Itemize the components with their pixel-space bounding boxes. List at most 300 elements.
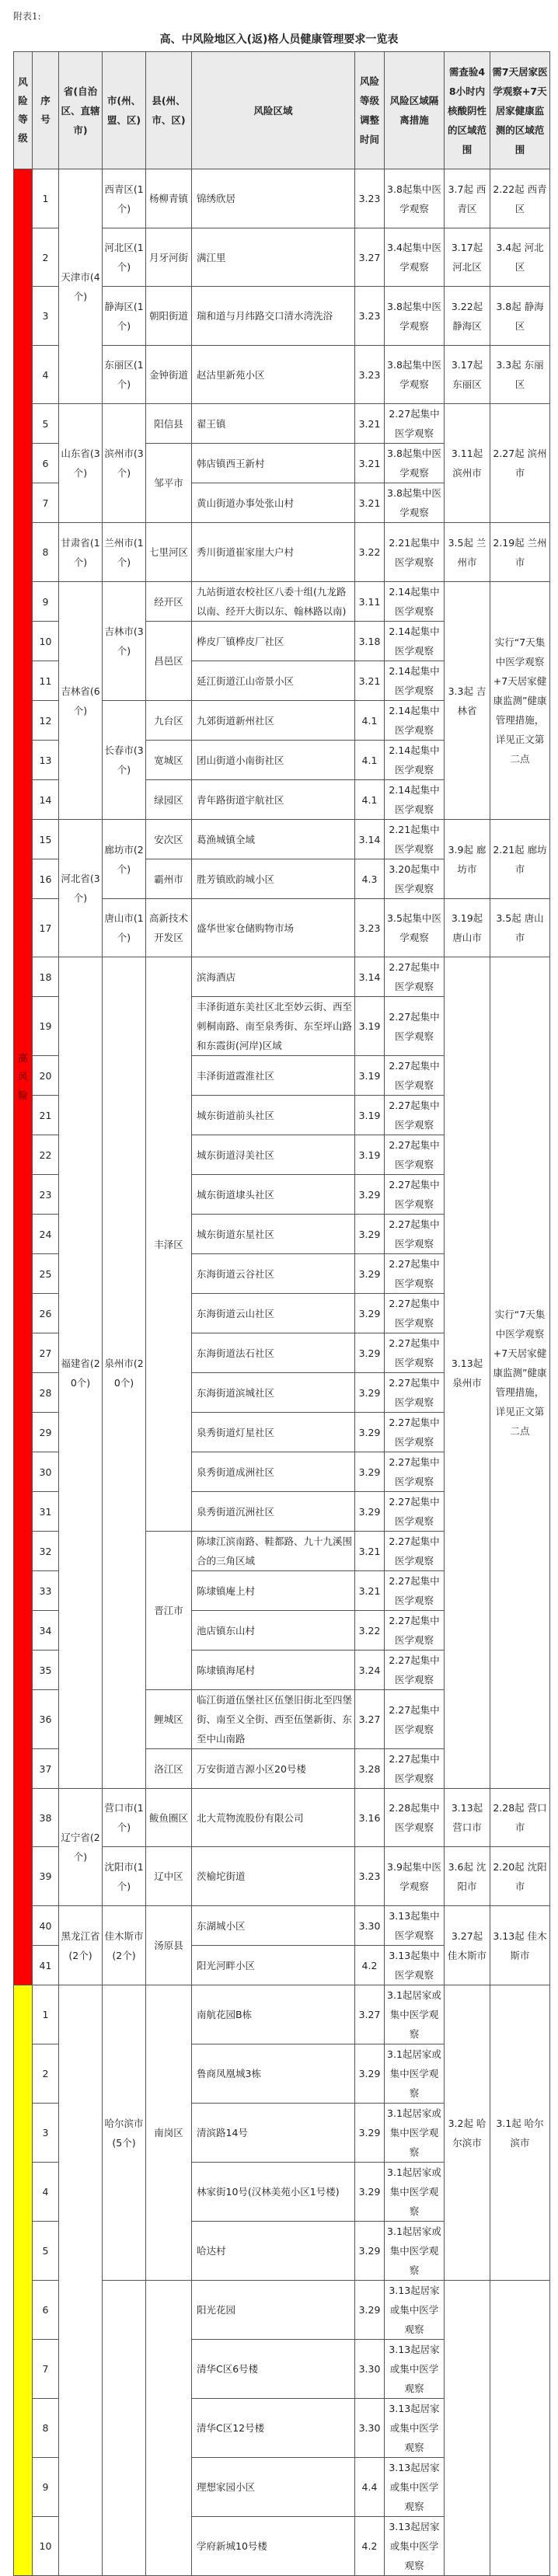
seq-cell: 36 xyxy=(33,1690,59,1749)
area-cell: 清华C区6号楼 xyxy=(192,2340,355,2399)
seq-cell: 41 xyxy=(33,1946,59,1985)
seq-cell: 6 xyxy=(33,444,59,483)
area-cell: 赵沽里新苑小区 xyxy=(192,346,355,404)
adjust-time-cell: 3.24 xyxy=(355,1651,385,1690)
seq-cell: 18 xyxy=(33,957,59,997)
adjust-time-cell: 3.27 xyxy=(355,1985,385,2044)
nucleic-range-cell: 3.13起 泉州市 xyxy=(445,957,490,1789)
home-obs-range-cell: 3.4起 河北区 xyxy=(490,228,550,287)
measure-cell: 2.14起集中医学观察 xyxy=(385,582,445,622)
table-row xyxy=(14,1789,550,1847)
measure-cell: 3.13起居家或集中医学观察 xyxy=(385,2281,445,2340)
measure-cell: 3.8起集中医学观察 xyxy=(385,287,445,346)
area-cell: 学府新城10号楼 xyxy=(192,2517,355,2576)
city-cell: 泉州市(20个) xyxy=(103,957,146,1789)
seq-cell: 10 xyxy=(33,622,59,661)
county-cell: 鲤城区 xyxy=(146,1690,192,1749)
adjust-time-cell: 3.29 xyxy=(355,2222,385,2281)
measure-cell: 2.27起集中医学观察 xyxy=(385,1254,445,1294)
home-obs-range-cell: 2.22起 西青区 xyxy=(490,169,550,228)
seq-cell: 9 xyxy=(33,2458,59,2517)
adjust-time-cell: 3.23 xyxy=(355,346,385,404)
area-cell: 临江街道伍堡社区伍堡旧街北至四堡街、南至义全街、西至伍堡新街、东至中山南路 xyxy=(192,1690,355,1749)
area-cell: 城东街道埭头社区 xyxy=(192,1175,355,1215)
home-obs-range-cell: 实行“7天集中医学观察+7天居家健康监测”健康管理措施，详见正文第二点 xyxy=(490,957,550,1789)
adjust-time-cell: 3.29 xyxy=(355,1254,385,1294)
measure-cell: 3.1起居家或集中医学观察 xyxy=(385,2222,445,2281)
area-cell: 泉秀街道沉洲社区 xyxy=(192,1492,355,1532)
county-cell: 朝阳街道 xyxy=(146,287,192,346)
adjust-time-cell: 4.1 xyxy=(355,701,385,741)
table-row xyxy=(14,582,550,622)
measure-cell: 3.8起集中医学观察 xyxy=(385,346,445,404)
adjust-time-cell: 3.21 xyxy=(355,661,385,701)
home-obs-range-cell xyxy=(490,2281,550,2576)
city-cell: 佳木斯市(2个) xyxy=(103,1906,146,1985)
area-cell: 理想家园小区 xyxy=(192,2458,355,2517)
measure-cell: 2.27起集中医学观察 xyxy=(385,1096,445,1135)
province-cell: 甘肃省(1个) xyxy=(59,523,103,582)
city-cell: 静海区(1个) xyxy=(103,287,146,346)
measure-cell: 2.27起集中医学观察 xyxy=(385,1690,445,1749)
seq-cell: 3 xyxy=(33,287,59,346)
area-cell: 陈埭镇海尾村 xyxy=(192,1651,355,1690)
adjust-time-cell: 3.29 xyxy=(355,1333,385,1373)
table-row xyxy=(14,169,550,228)
adjust-time-cell: 3.29 xyxy=(355,1413,385,1452)
adjust-time-cell: 3.21 xyxy=(355,483,385,523)
home-obs-range-cell: 实行“7天集中医学观察+7天居家健康监测”健康管理措施，详见正文第二点 xyxy=(490,582,550,820)
adjust-time-cell: 3.22 xyxy=(355,1611,385,1651)
city-cell: 东丽区(1个) xyxy=(103,346,146,404)
table-row xyxy=(14,1985,550,2044)
area-cell: 滨海酒店 xyxy=(192,957,355,997)
seq-cell: 24 xyxy=(33,1215,59,1254)
area-cell: 清滨路14号 xyxy=(192,2104,355,2163)
seq-cell: 16 xyxy=(33,859,59,899)
home-obs-range-cell: 2.20起 沈阳市 xyxy=(490,1847,550,1906)
measure-cell: 2.27起集中医学观察 xyxy=(385,1175,445,1215)
seq-cell: 8 xyxy=(33,2399,59,2458)
measure-cell: 2.27起集中医学观察 xyxy=(385,1373,445,1413)
adjust-time-cell: 3.16 xyxy=(355,1789,385,1847)
seq-cell: 33 xyxy=(33,1571,59,1611)
city-cell: 滨州市(3个) xyxy=(103,404,146,523)
seq-cell: 9 xyxy=(33,582,59,622)
measure-cell: 3.4起集中医学观察 xyxy=(385,228,445,287)
seq-cell: 7 xyxy=(33,483,59,523)
city-cell: 哈尔滨市(5个) xyxy=(103,1985,146,2281)
province-cell: 吉林省(6个) xyxy=(59,582,103,820)
seq-cell: 22 xyxy=(33,1135,59,1175)
nucleic-range-cell: 3.17起 东丽区 xyxy=(445,346,490,404)
adjust-time-cell: 3.23 xyxy=(355,287,385,346)
measure-cell: 2.14起集中医学观察 xyxy=(385,701,445,741)
measure-cell: 3.13起集中医学观察 xyxy=(385,1946,445,1985)
measure-cell: 2.14起集中医学观察 xyxy=(385,661,445,701)
area-cell: 哈达村 xyxy=(192,2222,355,2281)
seq-cell: 25 xyxy=(33,1254,59,1294)
measure-cell: 3.1起居家或集中医学观察 xyxy=(385,2104,445,2163)
county-cell: 晋江市 xyxy=(146,1532,192,1690)
header-measure: 风险区域隔离措施 xyxy=(385,52,445,169)
adjust-time-cell: 4.3 xyxy=(355,859,385,899)
measure-cell: 2.14起集中医学观察 xyxy=(385,780,445,820)
adjust-time-cell: 4.2 xyxy=(355,2517,385,2576)
area-cell: 阳光花园 xyxy=(192,2281,355,2340)
measure-cell: 2.27起集中医学观察 xyxy=(385,1492,445,1532)
county-cell: 汤原县 xyxy=(146,1906,192,1985)
seq-cell: 23 xyxy=(33,1175,59,1215)
seq-cell: 15 xyxy=(33,820,59,859)
county-cell: 邹平市 xyxy=(146,444,192,523)
county-cell: 洛江区 xyxy=(146,1749,192,1789)
county-cell: 经开区 xyxy=(146,582,192,622)
area-cell: 城东街道浔美社区 xyxy=(192,1135,355,1175)
adjust-time-cell: 3.21 xyxy=(355,444,385,483)
county-cell: 九台区 xyxy=(146,701,192,741)
adjust-time-cell: 3.19 xyxy=(355,1135,385,1175)
nucleic-range-cell: 3.27起 佳木斯市 xyxy=(445,1906,490,1985)
county-cell: 高新技术开发区 xyxy=(146,899,192,957)
measure-cell: 2.27起集中医学观察 xyxy=(385,1571,445,1611)
area-cell: 陈埭镇庵上村 xyxy=(192,1571,355,1611)
county-cell: 杨柳青镇 xyxy=(146,169,192,228)
seq-cell: 27 xyxy=(33,1333,59,1373)
adjust-time-cell: 3.29 xyxy=(355,1373,385,1413)
header-home-obs: 需7天居家医学观察+7天居家健康监测的区域范围 xyxy=(490,52,550,169)
attachment-label: 附表1: xyxy=(13,11,41,22)
adjust-time-cell: 3.27 xyxy=(355,1690,385,1749)
city-cell: 西青区(1个) xyxy=(103,169,146,228)
area-cell: 泉秀街道成洲社区 xyxy=(192,1452,355,1492)
measure-cell: 2.27起集中医学观察 xyxy=(385,1749,445,1789)
area-cell: 韩店镇西王新村 xyxy=(192,444,355,483)
area-cell: 茨榆坨街道 xyxy=(192,1847,355,1906)
area-cell: 盛华世家仓储购物市场 xyxy=(192,899,355,957)
measure-cell: 2.27起集中医学观察 xyxy=(385,404,445,444)
adjust-time-cell: 4.1 xyxy=(355,741,385,780)
home-obs-range-cell: 3.3起 东丽区 xyxy=(490,346,550,404)
province-cell: 辽宁省(2个) xyxy=(59,1789,103,1906)
seq-cell: 5 xyxy=(33,404,59,444)
area-cell: 万安街道吉源小区20号楼 xyxy=(192,1749,355,1789)
measure-cell: 3.13起居家或集中医学观察 xyxy=(385,2517,445,2576)
area-cell: 泉秀街道灯星社区 xyxy=(192,1413,355,1452)
city-cell: 河北区(1个) xyxy=(103,228,146,287)
seq-cell: 7 xyxy=(33,2340,59,2399)
adjust-time-cell: 4.2 xyxy=(355,1946,385,1985)
nucleic-range-cell: 3.3起 吉林省 xyxy=(445,582,490,820)
adjust-time-cell: 3.29 xyxy=(355,1175,385,1215)
area-cell: 陈埭江滨南路、鞋都路、九十九溪围合的三角区域 xyxy=(192,1532,355,1571)
seq-cell: 38 xyxy=(33,1789,59,1847)
area-cell: 东湖城小区 xyxy=(192,1906,355,1946)
seq-cell: 14 xyxy=(33,780,59,820)
measure-cell: 2.27起集中医学观察 xyxy=(385,1413,445,1452)
measure-cell: 2.27起集中医学观察 xyxy=(385,957,445,997)
adjust-time-cell: 3.23 xyxy=(355,1847,385,1906)
header-seq: 序号 xyxy=(33,52,59,169)
adjust-time-cell: 3.19 xyxy=(355,997,385,1056)
measure-cell: 2.21起集中医学观察 xyxy=(385,523,445,582)
home-obs-range-cell: 3.13起 佳木斯市 xyxy=(490,1906,550,1985)
measure-cell: 3.20起集中医学观察 xyxy=(385,859,445,899)
adjust-time-cell: 3.22 xyxy=(355,523,385,582)
area-cell: 团山街道小南街社区 xyxy=(192,741,355,780)
area-cell: 胜芳镇欧韵城小区 xyxy=(192,859,355,899)
home-obs-range-cell: 2.21起 廊坊市 xyxy=(490,820,550,899)
adjust-time-cell: 3.29 xyxy=(355,1492,385,1532)
measure-cell: 3.5起集中医学观察 xyxy=(385,899,445,957)
city-cell: 营口市(1个) xyxy=(103,1789,146,1847)
adjust-time-cell: 3.29 xyxy=(355,1452,385,1492)
seq-cell: 5 xyxy=(33,2222,59,2281)
county-cell xyxy=(146,2281,192,2576)
table-row xyxy=(14,523,550,582)
city-cell: 兰州市(1个) xyxy=(103,523,146,582)
seq-cell: 8 xyxy=(33,523,59,582)
nucleic-range-cell: 3.19起 唐山市 xyxy=(445,899,490,957)
header-nucleic: 需查验48小时内核酸阴性的区域范围 xyxy=(445,52,490,169)
adjust-time-cell: 3.28 xyxy=(355,1749,385,1789)
home-obs-range-cell: 2.28起 营口市 xyxy=(490,1789,550,1847)
area-cell: 城东街道东星社区 xyxy=(192,1215,355,1254)
adjust-time-cell: 3.29 xyxy=(355,2044,385,2104)
seq-cell: 3 xyxy=(33,2104,59,2163)
document-title: 高、中风险地区入(返)格人员健康管理要求一览表 xyxy=(159,33,399,46)
area-cell: 丰泽街道霞淮社区 xyxy=(192,1056,355,1096)
adjust-time-cell: 3.29 xyxy=(355,2104,385,2163)
seq-cell: 17 xyxy=(33,899,59,957)
seq-cell: 1 xyxy=(33,169,59,228)
area-cell: 东海街道云山社区 xyxy=(192,1294,355,1333)
area-cell: 葛渔城镇全域 xyxy=(192,820,355,859)
area-cell: 九郊街道新州社区 xyxy=(192,701,355,741)
county-cell: 七里河区 xyxy=(146,523,192,582)
county-cell: 安次区 xyxy=(146,820,192,859)
adjust-time-cell: 3.29 xyxy=(355,1294,385,1333)
measure-cell: 2.27起集中医学观察 xyxy=(385,997,445,1056)
adjust-time-cell: 4.4 xyxy=(355,2458,385,2517)
measure-cell: 3.13起集中医学观察 xyxy=(385,1906,445,1946)
adjust-time-cell: 3.30 xyxy=(355,2340,385,2399)
seq-cell: 31 xyxy=(33,1492,59,1532)
measure-cell: 2.27起集中医学观察 xyxy=(385,1135,445,1175)
seq-cell: 32 xyxy=(33,1532,59,1571)
measure-cell: 3.8起集中医学观察 xyxy=(385,444,445,483)
seq-cell: 39 xyxy=(33,1847,59,1906)
measure-cell: 2.27起集中医学观察 xyxy=(385,1452,445,1492)
nucleic-range-cell: 3.17起 河北区 xyxy=(445,228,490,287)
seq-cell: 1 xyxy=(33,1985,59,2044)
nucleic-range-cell: 3.5起 兰州市 xyxy=(445,523,490,582)
area-cell: 满江里 xyxy=(192,228,355,287)
seq-cell: 2 xyxy=(33,228,59,287)
measure-cell: 2.27起集中医学观察 xyxy=(385,1215,445,1254)
adjust-time-cell: 4.1 xyxy=(355,780,385,820)
county-cell: 月牙河街 xyxy=(146,228,192,287)
adjust-time-cell: 3.14 xyxy=(355,820,385,859)
nucleic-range-cell: 3.9起 廊坊市 xyxy=(445,820,490,899)
seq-cell: 4 xyxy=(33,346,59,404)
area-cell: 城东街道前头社区 xyxy=(192,1096,355,1135)
measure-cell: 3.13起居家或集中医学观察 xyxy=(385,2458,445,2517)
adjust-time-cell: 3.29 xyxy=(355,2281,385,2340)
area-cell: 北大荒物流股份有限公司 xyxy=(192,1789,355,1847)
adjust-time-cell: 3.11 xyxy=(355,582,385,622)
measure-cell: 2.27起集中医学观察 xyxy=(385,1651,445,1690)
table-header-row xyxy=(14,52,550,169)
area-cell: 青年路街道宇航社区 xyxy=(192,780,355,820)
area-cell: 丰泽街道东美社区北至妙云街、西至刺桐南路、南至泉秀街、东至坪山路和东霞街(河岸)区域 xyxy=(192,997,355,1056)
area-cell: 清华C区12号楼 xyxy=(192,2399,355,2458)
city-cell: 廊坊市(2个) xyxy=(103,820,146,899)
city-cell: 唐山市(1个) xyxy=(103,899,146,957)
seq-cell: 2 xyxy=(33,2044,59,2104)
province-cell: 河北省(3个) xyxy=(59,820,103,957)
measure-cell: 2.27起集中医学观察 xyxy=(385,1611,445,1651)
seq-cell: 20 xyxy=(33,1056,59,1096)
area-cell: 东海街道法石社区 xyxy=(192,1333,355,1373)
seq-cell: 11 xyxy=(33,661,59,701)
county-cell: 阳信县 xyxy=(146,404,192,444)
seq-cell: 35 xyxy=(33,1651,59,1690)
nucleic-range-cell xyxy=(445,2281,490,2576)
province-cell xyxy=(59,1985,103,2576)
measure-cell: 2.21起集中医学观察 xyxy=(385,820,445,859)
measure-cell: 3.8起集中医学观察 xyxy=(385,483,445,523)
seq-cell: 29 xyxy=(33,1413,59,1452)
county-cell: 霸州市 xyxy=(146,859,192,899)
measure-cell: 3.8起集中医学观察 xyxy=(385,169,445,228)
area-cell: 黄山街道办事处张山村 xyxy=(192,483,355,523)
seq-cell: 34 xyxy=(33,1611,59,1651)
seq-cell: 26 xyxy=(33,1294,59,1333)
city-cell: 长春市(3个) xyxy=(103,701,146,820)
city-cell: 沈阳市(1个) xyxy=(103,1847,146,1906)
home-obs-range-cell: 3.8起 静海区 xyxy=(490,287,550,346)
nucleic-range-cell: 3.11起 滨州市 xyxy=(445,404,490,523)
home-obs-range-cell: 2.19起 兰州市 xyxy=(490,523,550,582)
area-cell: 鲁商凤凰城3栋 xyxy=(192,2044,355,2104)
adjust-time-cell: 3.14 xyxy=(355,957,385,997)
city-cell xyxy=(103,2281,146,2576)
seq-cell: 28 xyxy=(33,1373,59,1413)
measure-cell: 2.27起集中医学观察 xyxy=(385,1532,445,1571)
county-cell: 丰泽区 xyxy=(146,957,192,1532)
nucleic-range-cell: 3.6起 沈阳市 xyxy=(445,1847,490,1906)
area-cell: 东海街道滨城社区 xyxy=(192,1373,355,1413)
area-cell: 阳光河畔小区 xyxy=(192,1946,355,1985)
seq-cell: 13 xyxy=(33,741,59,780)
province-cell: 山东省(3个) xyxy=(59,404,103,523)
adjust-time-cell: 3.21 xyxy=(355,1532,385,1571)
area-cell: 瑞和道与月纬路交口清水湾洗浴 xyxy=(192,287,355,346)
area-cell: 林家街10号(汉林美苑小区1号楼) xyxy=(192,2163,355,2222)
measure-cell: 2.27起集中医学观察 xyxy=(385,1333,445,1373)
adjust-time-cell: 3.19 xyxy=(355,1096,385,1135)
area-cell: 东海街道云谷社区 xyxy=(192,1254,355,1294)
header-province: 省(自治区、直辖市) xyxy=(59,52,103,169)
adjust-time-cell: 3.27 xyxy=(355,228,385,287)
city-cell: 吉林市(3个) xyxy=(103,582,146,701)
province-cell: 福建省(20个) xyxy=(59,957,103,1789)
county-cell: 鲅鱼圈区 xyxy=(146,1789,192,1847)
adjust-time-cell: 3.30 xyxy=(355,1906,385,1946)
adjust-time-cell: 3.29 xyxy=(355,1215,385,1254)
table-row xyxy=(14,957,550,997)
county-cell: 昌邑区 xyxy=(146,622,192,701)
table-row xyxy=(14,404,550,444)
table-row xyxy=(14,820,550,859)
risk-area-table xyxy=(13,51,550,2576)
table-body xyxy=(14,169,550,2576)
measure-cell: 3.1起居家或集中医学观察 xyxy=(385,2044,445,2104)
seq-cell: 19 xyxy=(33,997,59,1056)
province-cell: 黑龙江省(2个) xyxy=(59,1906,103,1985)
adjust-time-cell: 3.29 xyxy=(355,2163,385,2222)
home-obs-range-cell: 2.27起 滨州市 xyxy=(490,404,550,523)
seq-cell: 6 xyxy=(33,2281,59,2340)
area-cell: 九站街道农校社区八委十组(九龙路以南、经开大街以东、翰林路以南) xyxy=(192,582,355,622)
seq-cell: 10 xyxy=(33,2517,59,2576)
measure-cell: 3.1起居家或集中医学观察 xyxy=(385,2163,445,2222)
measure-cell: 3.1起居家或集中医学观察 xyxy=(385,1985,445,2044)
area-cell: 秀川街道崔家崖大户村 xyxy=(192,523,355,582)
measure-cell: 2.14起集中医学观察 xyxy=(385,741,445,780)
seq-cell: 37 xyxy=(33,1749,59,1789)
measure-cell: 3.9起集中医学观察 xyxy=(385,1847,445,1906)
adjust-time-cell: 3.21 xyxy=(355,404,385,444)
area-cell: 翟王镇 xyxy=(192,404,355,444)
area-cell: 南航花园B栋 xyxy=(192,1985,355,2044)
risk-level-high-cell xyxy=(14,169,33,1985)
county-cell: 金钟街道 xyxy=(146,346,192,404)
measure-cell: 2.14起集中医学观察 xyxy=(385,622,445,661)
adjust-time-cell: 3.30 xyxy=(355,2399,385,2458)
adjust-time-cell: 3.23 xyxy=(355,899,385,957)
nucleic-range-cell: 3.7起 西青区 xyxy=(445,169,490,228)
county-cell: 南岗区 xyxy=(146,1985,192,2281)
area-cell: 池店镇东山村 xyxy=(192,1611,355,1651)
risk-level-label: 高风险 xyxy=(18,1052,28,1101)
county-cell: 宽城区 xyxy=(146,741,192,780)
county-cell: 辽中区 xyxy=(146,1847,192,1906)
adjust-time-cell: 3.21 xyxy=(355,1571,385,1611)
province-cell: 天津市(4个) xyxy=(59,169,103,404)
adjust-time-cell: 3.18 xyxy=(355,622,385,661)
measure-cell: 2.28起集中医学观察 xyxy=(385,1789,445,1847)
seq-cell: 30 xyxy=(33,1452,59,1492)
header-adjust-time: 风险等级调整时间 xyxy=(355,52,385,169)
seq-cell: 4 xyxy=(33,2163,59,2222)
county-cell: 绿园区 xyxy=(146,780,192,820)
adjust-time-cell: 3.19 xyxy=(355,1056,385,1096)
header-county: 县(州、市、区) xyxy=(146,52,192,169)
seq-cell: 40 xyxy=(33,1906,59,1946)
header-city: 市(州、盟、区) xyxy=(103,52,146,169)
nucleic-range-cell: 3.22起 静海区 xyxy=(445,287,490,346)
home-obs-range-cell: 3.1起 哈尔滨市 xyxy=(490,1985,550,2281)
header-area: 风险区域 xyxy=(192,52,355,169)
table-row xyxy=(14,1906,550,1946)
nucleic-range-cell: 3.2起 哈尔滨市 xyxy=(445,1985,490,2281)
area-cell: 桦皮厂镇桦皮厂社区 xyxy=(192,622,355,661)
risk-level-medium-cell xyxy=(14,1985,33,2576)
seq-cell: 12 xyxy=(33,701,59,741)
adjust-time-cell: 3.23 xyxy=(355,169,385,228)
